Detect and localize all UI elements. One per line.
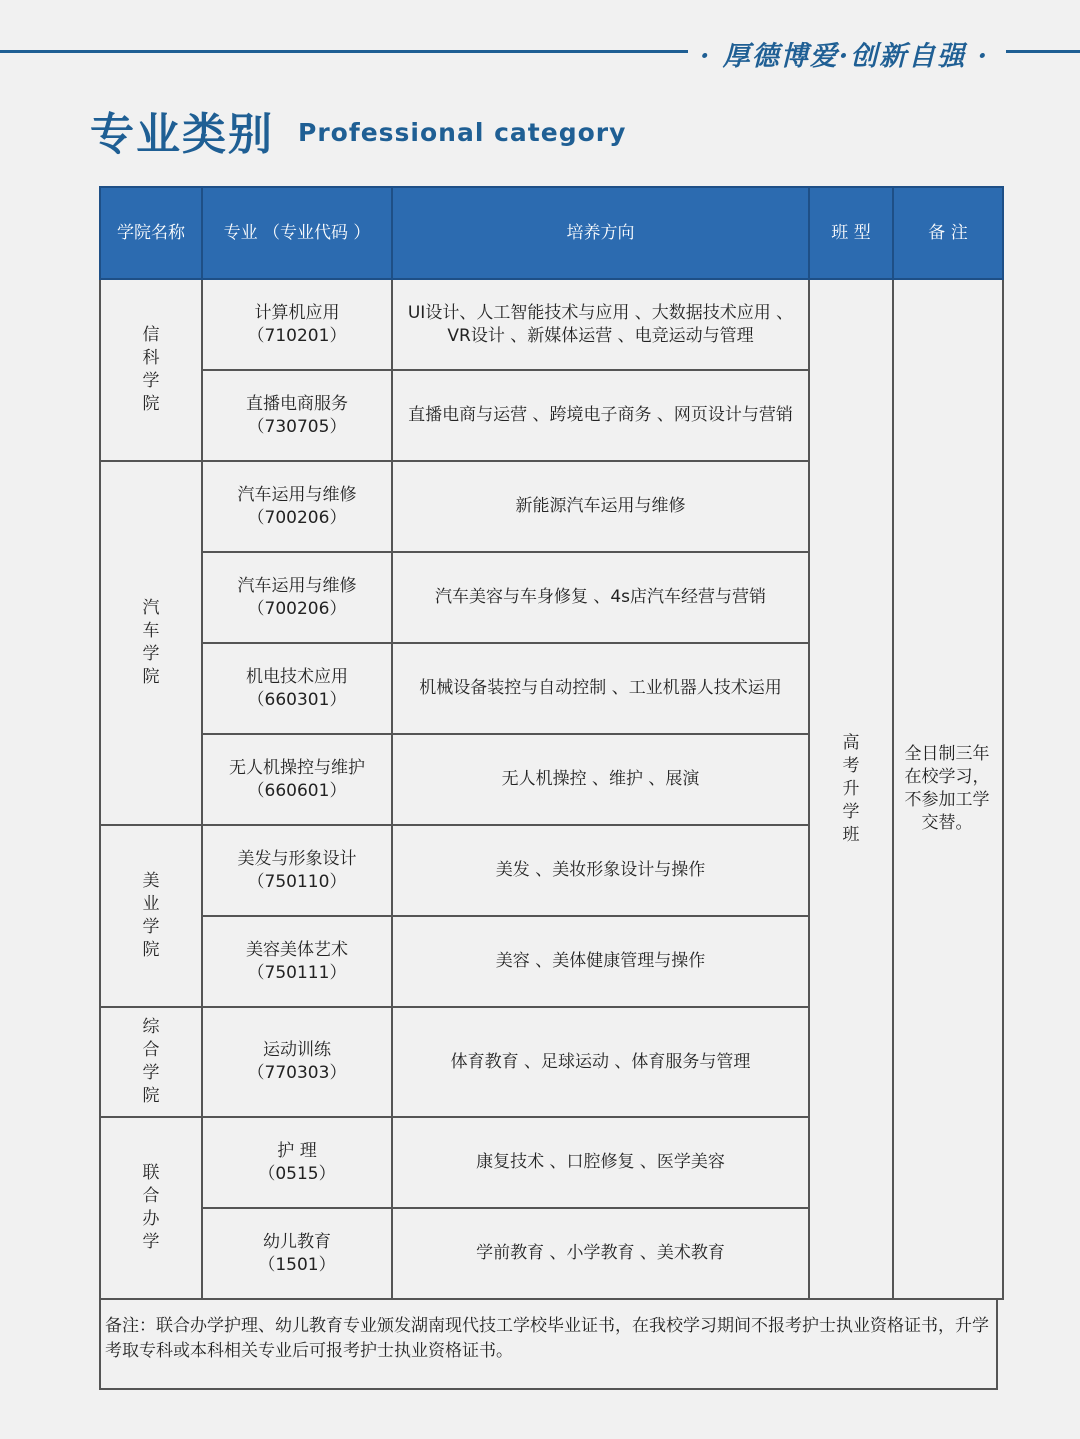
major-cell <box>202 370 392 461</box>
college-cell <box>100 1007 202 1117</box>
major-code: （660601） <box>247 780 347 801</box>
major-code: （700206） <box>247 598 347 619</box>
header-direction: 培养方向 <box>392 187 809 279</box>
college-name: 汽车学院 <box>142 598 160 687</box>
major-name: 运动训练 <box>263 1040 331 1060</box>
college-cell <box>100 1117 202 1299</box>
direction-cell: 直播电商与运营 、跨境电子商务 、网页设计与营销 <box>392 370 809 461</box>
college-name: 联合办学 <box>142 1163 160 1252</box>
major-cell <box>202 552 392 643</box>
direction-cell: 无人机操控 、维护 、展演 <box>392 734 809 825</box>
table-footnote: 备注：联合办学护理、幼儿教育专业颁发湖南现代技工学校毕业证书，在我校学习期间不报考护士执业资格证书，升学考取专科或本科相关专业后可报考护士执业资格证书。 <box>99 1300 998 1390</box>
direction-cell: 美容 、美体健康管理与操作 <box>392 916 809 1007</box>
header-college: 学院名称 <box>100 187 202 279</box>
header-major: 专业 （专业代码 ） <box>202 187 392 279</box>
major-cell <box>202 916 392 1007</box>
direction-cell: 学前教育 、小学教育 、美术教育 <box>392 1208 809 1299</box>
major-cell <box>202 461 392 552</box>
college-name: 信科学院 <box>142 325 160 414</box>
major-name: 美发与形象设计 <box>237 848 357 869</box>
majors-table-container <box>99 186 1002 1390</box>
page-title: 专业类别 <box>90 109 274 160</box>
direction-cell: 汽车美容与车身修复 、4s店汽车经营与营销 <box>392 552 809 643</box>
major-code: （0515） <box>258 1163 336 1184</box>
college-cell <box>100 279 202 461</box>
direction-cell: UI设计、人工智能技术与应用 、大数据技术应用 、VR设计 、新媒体运营 、电竞运动与管理 <box>392 279 809 370</box>
college-cell <box>100 461 202 825</box>
direction-cell: 体育教育 、足球运动 、体育服务与管理 <box>392 1007 809 1117</box>
major-name: 机电技术应用 <box>246 666 348 687</box>
college-name: 美业学院 <box>142 871 160 960</box>
direction-cell: 机械设备装控与自动控制 、工业机器人技术运用 <box>392 643 809 734</box>
college-cell <box>100 825 202 1007</box>
major-code: （660301） <box>247 689 347 710</box>
major-cell <box>202 825 392 916</box>
class-type: 高考升学班 <box>842 732 860 845</box>
direction-cell: 美发 、美妆形象设计与操作 <box>392 825 809 916</box>
header-class-type: 班 型 <box>809 187 893 279</box>
college-name: 综合学院 <box>142 1017 160 1106</box>
major-name: 计算机应用 <box>254 302 340 323</box>
header-rule-left <box>0 50 688 53</box>
major-code: （710201） <box>247 325 347 346</box>
table-header-row <box>100 187 1003 279</box>
page-subtitle: Professional category <box>298 118 627 147</box>
major-cell <box>202 1007 392 1117</box>
majors-table <box>99 186 1004 1300</box>
remark-cell: 全日制三年在校学习，不参加工学交替。 <box>893 279 1003 1299</box>
major-name: 护 理 <box>277 1140 317 1161</box>
major-cell <box>202 1208 392 1299</box>
school-motto: · 厚德博爱·创新自强 · <box>700 41 989 72</box>
major-code: （730705） <box>247 416 347 437</box>
major-code: （770303） <box>247 1063 347 1083</box>
major-name: 直播电商服务 <box>246 393 348 414</box>
major-name: 汽车运用与维修 <box>237 484 357 505</box>
major-cell <box>202 643 392 734</box>
major-cell <box>202 734 392 825</box>
table-row <box>100 279 1003 370</box>
major-code: （1501） <box>258 1254 336 1275</box>
header-remark: 备 注 <box>893 187 1003 279</box>
class-type-cell <box>809 279 893 1299</box>
major-name: 美容美体艺术 <box>246 939 348 960</box>
major-code: （700206） <box>247 507 347 528</box>
major-cell <box>202 279 392 370</box>
major-code: （750111） <box>247 962 347 983</box>
major-name: 幼儿教育 <box>263 1231 331 1252</box>
major-name: 无人机操控与维护 <box>229 757 365 778</box>
header-rule-right <box>1006 50 1080 53</box>
direction-cell: 康复技术 、口腔修复 、医学美容 <box>392 1117 809 1208</box>
direction-cell: 新能源汽车运用与维修 <box>392 461 809 552</box>
major-code: （750110） <box>247 871 347 892</box>
major-cell <box>202 1117 392 1208</box>
major-name: 汽车运用与维修 <box>237 575 357 596</box>
